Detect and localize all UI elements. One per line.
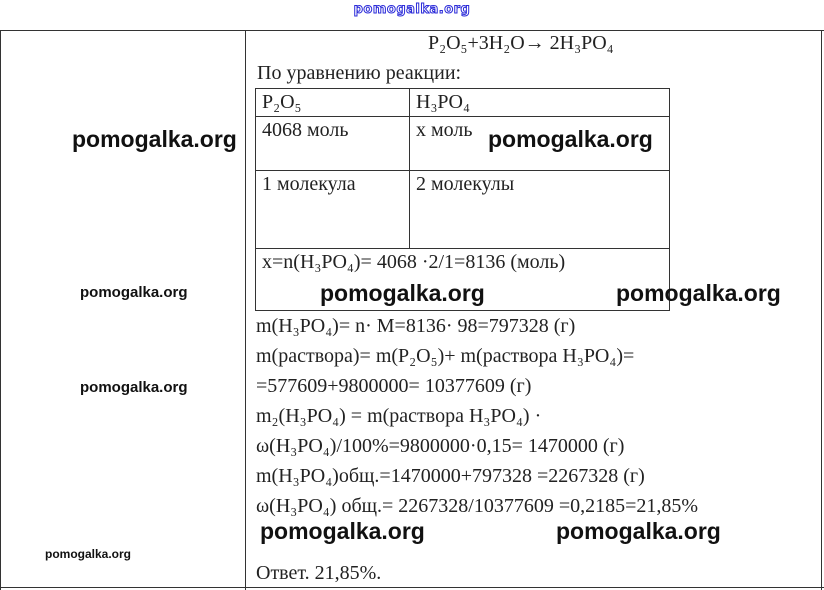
table-cell: 2 молекулы — [410, 171, 670, 249]
solution-line-5: ω(H₃PO₄)/100%=9800000·0,15= 1470000 (г) — [256, 435, 625, 457]
answer-text: Ответ. 21,85%. — [256, 562, 382, 584]
watermark: pomogalka.org — [80, 284, 188, 301]
ratio-table — [255, 88, 670, 311]
top-border — [0, 30, 824, 31]
watermark: pomogalka.org — [616, 280, 781, 306]
watermark: pomogalka.org — [320, 280, 485, 306]
watermark: pomogalka.org — [72, 126, 237, 152]
site-logo[interactable]: pomogalka.org — [353, 2, 471, 17]
table-cell: 4068 моль — [256, 117, 410, 171]
watermark: pomogalka.org — [556, 518, 721, 544]
watermark: pomogalka.org — [80, 379, 188, 396]
watermark: pomogalka.org — [488, 126, 653, 152]
table-cell: 1 молекула — [256, 171, 410, 249]
table-header-cell: H₃PO₄ — [410, 89, 670, 117]
solution-line-2: m(раствора)= m(P₂O₅)+ m(раствора H₃PO₄)= — [256, 345, 635, 367]
solution-line-6: m(H₃PO₄)общ.=1470000+797328 =2267328 (г) — [256, 465, 645, 487]
watermark: pomogalka.org — [260, 518, 425, 544]
solution-line-1: m(H₃PO₄)= n· M=8136· 98=797328 (г) — [256, 315, 576, 337]
solution-line-4: m₂(H₃PO₄) = m(раствора H₃PO₄) · — [256, 405, 542, 427]
table-header-row — [256, 89, 670, 117]
bottom-border — [0, 587, 824, 588]
table-row — [256, 171, 670, 249]
reaction-equation: P₂O₅+3H₂O→ 2H₃PO₄ — [428, 32, 614, 54]
intro-text: По уравнению реакции: — [257, 62, 462, 84]
watermark: pomogalka.org — [45, 547, 132, 561]
right-border — [821, 30, 822, 590]
column-divider — [245, 30, 246, 590]
table-cell: x моль — [410, 117, 670, 171]
table-footer-cell: x=n(H₃PO₄)= 4068 ·2/1=8136 (моль) — [256, 249, 670, 311]
solution-line-3: =577609+9800000= 10377609 (г) — [256, 375, 532, 397]
solution-line-7: ω(H₃PO₄) общ.= 2267328/10377609 =0,2185=21,85% — [256, 495, 699, 517]
table-header-cell: P₂O₅ — [256, 89, 410, 117]
left-border — [0, 30, 1, 590]
